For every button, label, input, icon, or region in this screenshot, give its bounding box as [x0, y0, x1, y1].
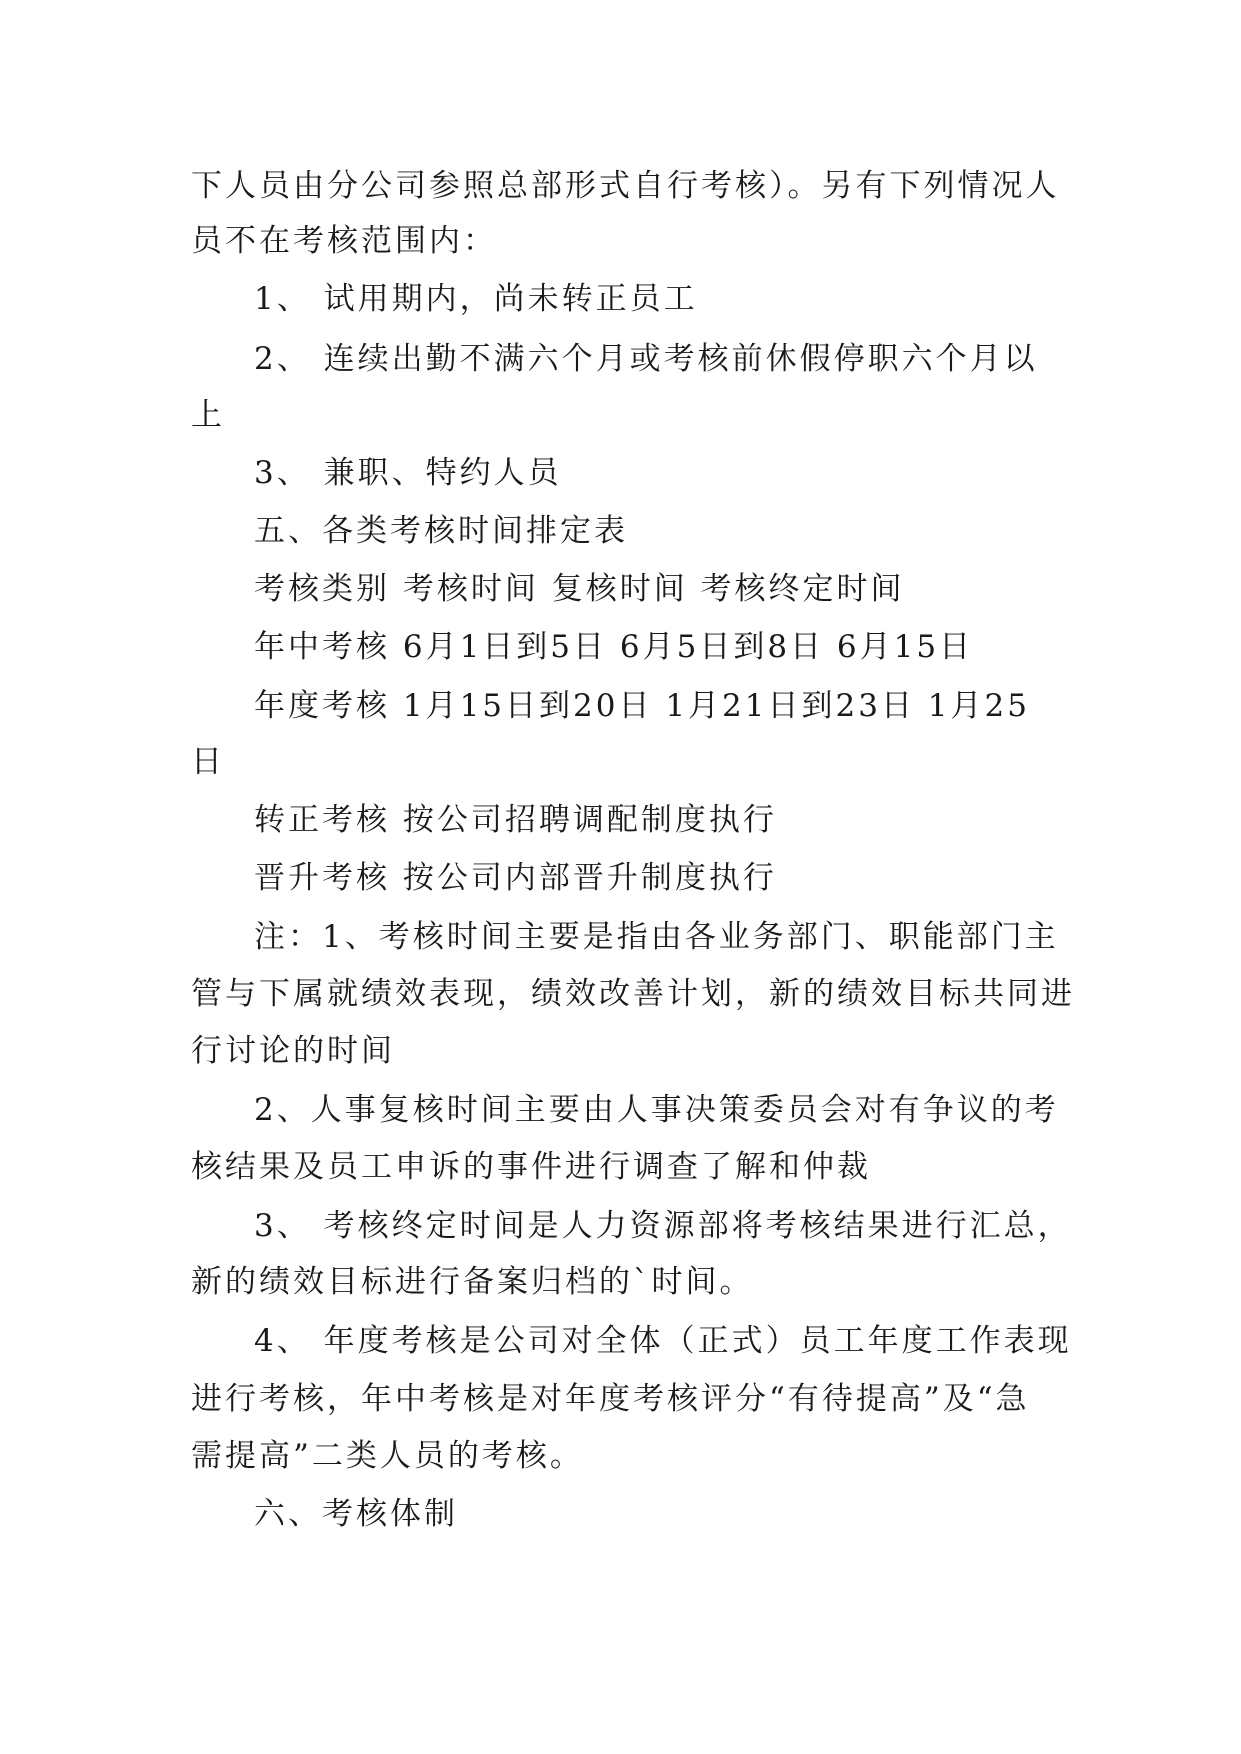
text-line: 进行考核，年中考核是对年度考核评分“有待提高”及“急 — [191, 1381, 1030, 1417]
table-header: 考核类别 考核时间 复核时间 考核终定时间 — [254, 571, 905, 607]
table-row: 转正考核 按公司招聘调配制度执行 — [254, 802, 777, 838]
list-item: 1、 试用期内，尚未转正员工 — [254, 281, 698, 317]
section-heading: 六、考核体制 — [254, 1496, 458, 1532]
table-row: 晋升考核 按公司内部晋升制度执行 — [254, 860, 777, 896]
text-line: 日 — [191, 744, 225, 780]
text-line: 行讨论的时间 — [191, 1033, 395, 1069]
text-line: 下人员由分公司参照总部形式自行考核）。另有下列情况人 — [191, 168, 1060, 204]
table-row: 年中考核 6月1日到5日 6月5日到8日 6月15日 — [254, 629, 974, 665]
text-line: 新的绩效目标进行备案归档的`时间。 — [191, 1264, 754, 1300]
note-line: 注：1、考核时间主要是指由各业务部门、职能部门主 — [254, 919, 1059, 955]
text-line: 需提高”二类人员的考核。 — [191, 1438, 584, 1474]
list-item: 3、 兼职、特约人员 — [254, 455, 562, 491]
table-row: 年度考核 1月15日到20日 1月21日到23日 1月25 — [254, 688, 1030, 724]
text-line: 核结果及员工申诉的事件进行调查了解和仲裁 — [191, 1149, 871, 1185]
section-heading: 五、各类考核时间排定表 — [254, 513, 628, 549]
text-line: 上 — [191, 397, 225, 433]
note-line: 4、 年度考核是公司对全体（正式）员工年度工作表现 — [254, 1323, 1072, 1359]
note-line: 2、人事复核时间主要由人事决策委员会对有争议的考 — [254, 1092, 1059, 1128]
text-line: 员不在考核范围内： — [191, 223, 497, 259]
list-item: 2、 连续出勤不满六个月或考核前休假停职六个月以 — [254, 341, 1038, 377]
note-line: 3、 考核终定时间是人力资源部将考核结果进行汇总， — [254, 1208, 1072, 1244]
text-line: 管与下属就绩效表现，绩效改善计划，新的绩效目标共同进 — [191, 976, 1075, 1012]
